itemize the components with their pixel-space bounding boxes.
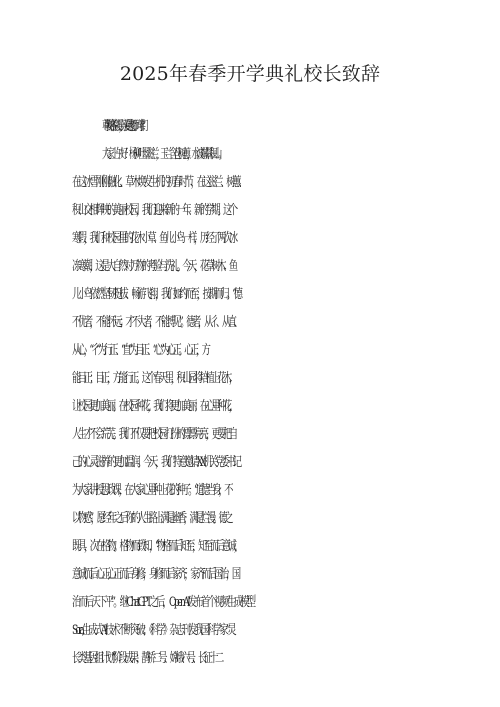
body-line: 不优者，不能怀远；才不大者，不能博见”。德者，从彳、从直、 — [72, 315, 240, 330]
body-line: Sora,生成式AI技术不断突破；《科学》杂志刊发我国科学家“灵 — [72, 623, 234, 638]
body-line: 冻寒潮，这是大自然对万物的考验与洗礼。今天，花草树木、鱼 — [72, 259, 235, 274]
body-line: 在这冰雪刚刚融化、草木焕发生机的初春时节，在这滋兰、树蕙、 — [72, 175, 245, 190]
body-line: 以物惑”，愿经年之后你的人生路上满是幽香，满是烂漫。德之 — [72, 511, 231, 526]
body-line: 意诚而后心正,心正而后身修，身修而后家齐，家齐而后国治，国 — [72, 567, 238, 582]
body-line: 大家上午好！杨柳吐翠滋兰，玉兰含苞树蕙，水波粼粼积山。 — [102, 147, 223, 162]
body-line: 尊敬的各位领导，亲爱的老师、同学们： — [102, 119, 145, 134]
body-line: 为大家讲授思政课，在大家心里种上花的种子。“道德当身，不 — [72, 483, 231, 498]
body-line: 己的心灵滋养的更加温润。今天，我们特意邀请XX机关党委书记 — [72, 455, 239, 470]
document-title: 2025年春季开学典礼校长致辞 — [119, 63, 381, 85]
body-line: 积山交相辉映的美丽校园，我们迎来新的一年、新的学期。这个 — [72, 203, 235, 218]
body-line: 长类基因组计划”阶段成果；鹊桥二号、嫦娥六号、长征十二 — [72, 651, 221, 666]
body-line: 治而后天下平”。继ChatGPT之后，OpenAI发布首个视频生成模型 — [72, 595, 254, 610]
body-line: 儿小鸟依然坚韧挺拔、畅游飞翔，我们如约而至，按期而归。“德 — [72, 287, 240, 302]
body-line: 人生才不会荒芜。我们不仅要把校园打扮的漂漂亮亮，更要把自 — [72, 427, 235, 442]
body-line: 从心，“彳”为行正、“直”为目正、“心”为心正。心正，方 — [72, 343, 208, 358]
body-line: 让校园更加美丽。在校园种花，我们将更加美丽；在心里种花， — [72, 399, 235, 414]
body-line: 能目正；目正，方能行正。这个春天里，积山园将培植上花木， — [72, 371, 235, 386]
body-line: 寒假，我们和校园里的花木小草、鱼儿小鸟一样，历经了两次冰 — [72, 231, 235, 246]
body-line: 既具，次在格物。格物而致知，“物格而后知至，知至而后意诚， — [72, 539, 240, 554]
